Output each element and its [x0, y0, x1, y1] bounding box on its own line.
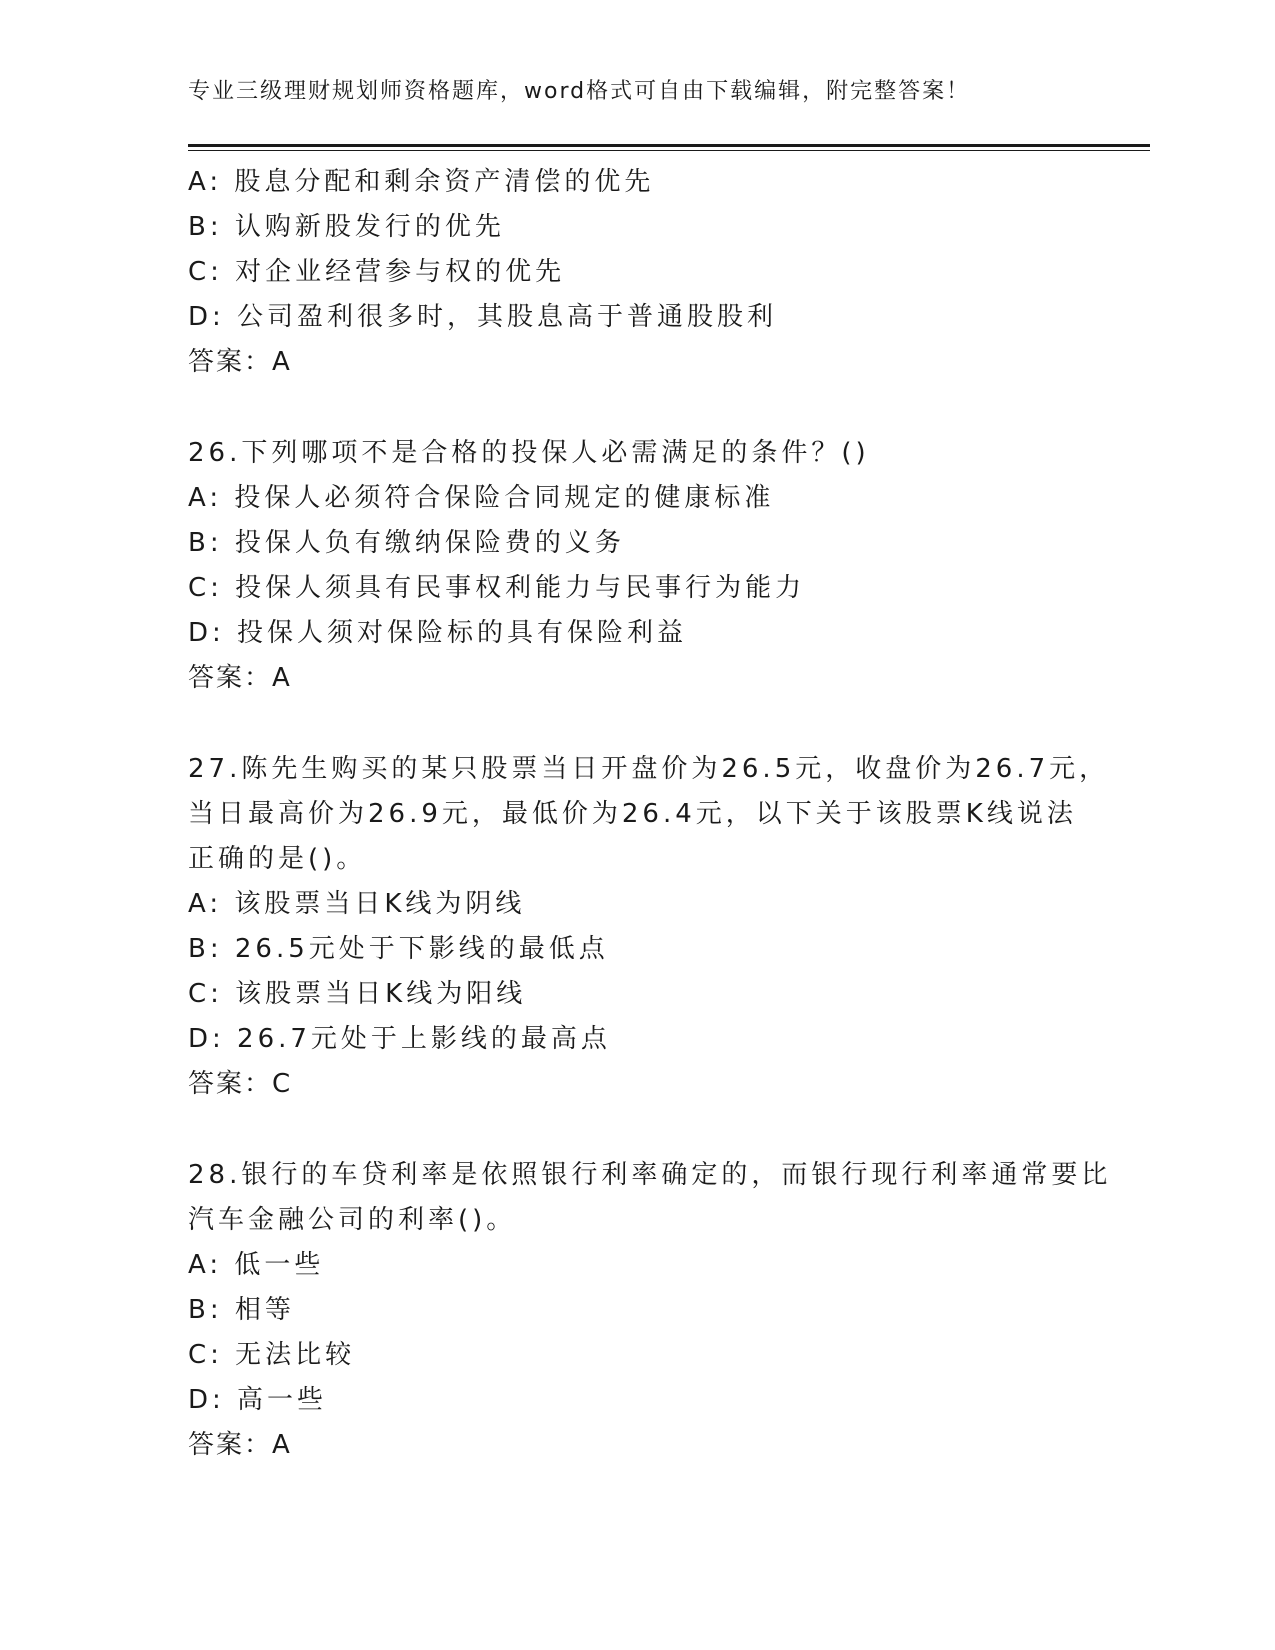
option-a: A: 该股票当日K线为阴线 — [188, 889, 526, 919]
option-c: C: 对企业经营参与权的优先 — [188, 257, 566, 287]
option-b: B: 相等 — [188, 1295, 295, 1325]
option-a: A: 股息分配和剩余资产清偿的优先 — [188, 167, 655, 197]
question-stem: 正确的是()。 — [188, 844, 367, 874]
answer-line: 答案：A — [188, 663, 292, 693]
option-c: C: 该股票当日K线为阳线 — [188, 979, 527, 1009]
header-rule-thin — [188, 150, 1150, 151]
header-rule-thick — [188, 144, 1150, 147]
option-d: D: 投保人须对保险标的具有保险利益 — [188, 618, 688, 648]
option-d: D: 高一些 — [188, 1385, 328, 1415]
option-d: D: 公司盈利很多时，其股息高于普通股股利 — [188, 302, 778, 332]
question-block — [188, 1153, 1112, 1468]
question-stem: 当日最高价为26.9元，最低价为26.4元，以下关于该股票K线说法 — [188, 799, 1077, 829]
option-a: A: 投保人必须符合保险合同规定的健康标准 — [188, 483, 775, 513]
question-stem: 26.下列哪项不是合格的投保人必需满足的条件？() — [188, 438, 870, 468]
question-stem: 汽车金融公司的利率()。 — [188, 1205, 517, 1235]
option-b: B: 投保人负有缴纳保险费的义务 — [188, 528, 625, 558]
option-a: A: 低一些 — [188, 1250, 325, 1280]
question-stem: 27.陈先生购买的某只股票当日开盘价为26.5元，收盘价为26.7元， — [188, 754, 1110, 784]
option-b: B: 认购新股发行的优先 — [188, 212, 505, 242]
option-c: C: 投保人须具有民事权利能力与民事行为能力 — [188, 573, 806, 603]
answer-line: 答案：A — [188, 1430, 292, 1460]
question-block — [188, 160, 1088, 385]
option-d: D: 26.7元处于上影线的最高点 — [188, 1024, 611, 1054]
answer-line: 答案：C — [188, 1069, 293, 1099]
question-block — [188, 747, 1110, 1107]
question-list — [188, 160, 1112, 1468]
option-c: C: 无法比较 — [188, 1340, 356, 1370]
question-stem: 28.银行的车贷利率是依照银行利率确定的，而银行现行利率通常要比 — [188, 1160, 1112, 1190]
question-block — [188, 431, 1088, 701]
page-header: 专业三级理财规划师资格题库，word格式可自由下载编辑，附完整答案！ — [188, 79, 971, 104]
answer-line: 答案：A — [188, 347, 292, 377]
option-b: B: 26.5元处于下影线的最低点 — [188, 934, 609, 964]
